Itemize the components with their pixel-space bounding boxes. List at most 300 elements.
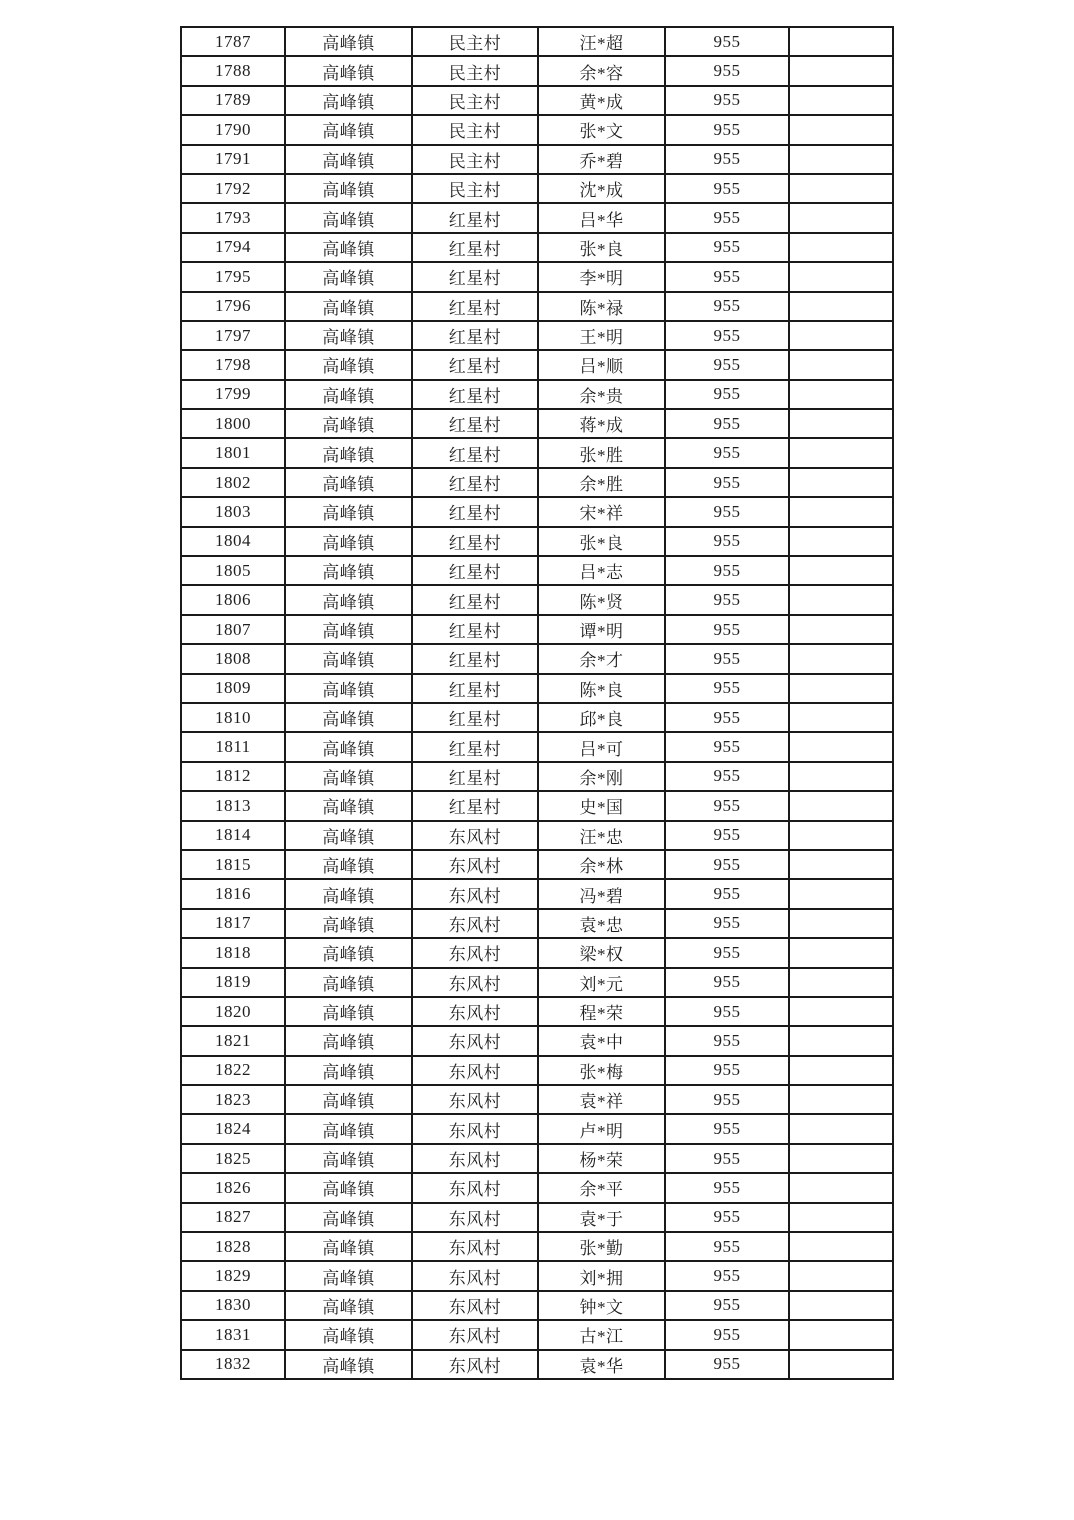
cell-serial-number: 1820 <box>181 997 285 1026</box>
cell-village: 红星村 <box>412 674 538 703</box>
cell-serial-number: 1827 <box>181 1203 285 1232</box>
cell-code: 955 <box>665 791 789 820</box>
cell-note <box>789 409 893 438</box>
cell-village: 红星村 <box>412 762 538 791</box>
cell-note <box>789 1232 893 1261</box>
cell-serial-number: 1830 <box>181 1291 285 1320</box>
cell-serial-number: 1811 <box>181 732 285 761</box>
table-row <box>181 1291 893 1320</box>
table-row <box>181 732 893 761</box>
cell-serial-number: 1819 <box>181 968 285 997</box>
cell-masked-name: 余*容 <box>538 56 665 85</box>
cell-serial-number: 1810 <box>181 703 285 732</box>
cell-note <box>789 527 893 556</box>
cell-village: 红星村 <box>412 468 538 497</box>
cell-serial-number: 1823 <box>181 1085 285 1114</box>
cell-code: 955 <box>665 203 789 232</box>
cell-serial-number: 1816 <box>181 879 285 908</box>
cell-note <box>789 615 893 644</box>
table-row <box>181 1026 893 1055</box>
cell-town: 高峰镇 <box>285 968 412 997</box>
table-row <box>181 585 893 614</box>
table-row <box>181 468 893 497</box>
cell-serial-number: 1831 <box>181 1320 285 1349</box>
cell-note <box>789 732 893 761</box>
cell-masked-name: 黄*成 <box>538 86 665 115</box>
table-row <box>181 556 893 585</box>
cell-note <box>789 1291 893 1320</box>
table-row <box>181 350 893 379</box>
cell-code: 955 <box>665 615 789 644</box>
cell-village: 红星村 <box>412 527 538 556</box>
cell-town: 高峰镇 <box>285 1056 412 1085</box>
cell-serial-number: 1832 <box>181 1350 285 1379</box>
cell-town: 高峰镇 <box>285 703 412 732</box>
cell-town: 高峰镇 <box>285 821 412 850</box>
cell-serial-number: 1808 <box>181 644 285 673</box>
cell-town: 高峰镇 <box>285 174 412 203</box>
cell-masked-name: 杨*荣 <box>538 1144 665 1173</box>
cell-village: 东风村 <box>412 1320 538 1349</box>
table-row <box>181 1232 893 1261</box>
cell-masked-name: 汪*超 <box>538 27 665 56</box>
table-row <box>181 703 893 732</box>
cell-masked-name: 宋*祥 <box>538 497 665 526</box>
cell-code: 955 <box>665 1085 789 1114</box>
cell-village: 东风村 <box>412 968 538 997</box>
cell-serial-number: 1798 <box>181 350 285 379</box>
cell-village: 民主村 <box>412 174 538 203</box>
cell-code: 955 <box>665 292 789 321</box>
cell-masked-name: 张*文 <box>538 115 665 144</box>
cell-serial-number: 1793 <box>181 203 285 232</box>
cell-village: 东风村 <box>412 1203 538 1232</box>
cell-note <box>789 468 893 497</box>
cell-note <box>789 879 893 908</box>
cell-town: 高峰镇 <box>285 879 412 908</box>
cell-serial-number: 1805 <box>181 556 285 585</box>
table-row <box>181 644 893 673</box>
cell-town: 高峰镇 <box>285 527 412 556</box>
cell-masked-name: 王*明 <box>538 321 665 350</box>
cell-town: 高峰镇 <box>285 292 412 321</box>
cell-note <box>789 1320 893 1349</box>
cell-masked-name: 李*明 <box>538 262 665 291</box>
cell-village: 红星村 <box>412 321 538 350</box>
cell-note <box>789 585 893 614</box>
table-row <box>181 850 893 879</box>
cell-serial-number: 1792 <box>181 174 285 203</box>
table-row <box>181 909 893 938</box>
cell-serial-number: 1787 <box>181 27 285 56</box>
table-row <box>181 968 893 997</box>
cell-masked-name: 吕*可 <box>538 732 665 761</box>
cell-code: 955 <box>665 27 789 56</box>
cell-note <box>789 321 893 350</box>
cell-note <box>789 762 893 791</box>
cell-masked-name: 吕*华 <box>538 203 665 232</box>
cell-masked-name: 谭*明 <box>538 615 665 644</box>
cell-masked-name: 刘*拥 <box>538 1261 665 1290</box>
cell-serial-number: 1806 <box>181 585 285 614</box>
cell-village: 东风村 <box>412 909 538 938</box>
cell-village: 东风村 <box>412 1232 538 1261</box>
table-row <box>181 615 893 644</box>
cell-serial-number: 1815 <box>181 850 285 879</box>
cell-masked-name: 张*良 <box>538 233 665 262</box>
cell-note <box>789 1203 893 1232</box>
roster-table-body <box>181 27 893 1379</box>
cell-note <box>789 821 893 850</box>
cell-code: 955 <box>665 1232 789 1261</box>
cell-village: 红星村 <box>412 233 538 262</box>
cell-serial-number: 1829 <box>181 1261 285 1290</box>
cell-note <box>789 56 893 85</box>
roster-table <box>180 26 894 1380</box>
cell-code: 955 <box>665 732 789 761</box>
cell-town: 高峰镇 <box>285 997 412 1026</box>
cell-masked-name: 袁*中 <box>538 1026 665 1055</box>
cell-village: 东风村 <box>412 997 538 1026</box>
cell-village: 东风村 <box>412 821 538 850</box>
cell-serial-number: 1802 <box>181 468 285 497</box>
cell-town: 高峰镇 <box>285 233 412 262</box>
cell-village: 红星村 <box>412 791 538 820</box>
cell-village: 红星村 <box>412 615 538 644</box>
table-row <box>181 497 893 526</box>
cell-serial-number: 1800 <box>181 409 285 438</box>
cell-serial-number: 1818 <box>181 938 285 967</box>
cell-village: 红星村 <box>412 350 538 379</box>
cell-town: 高峰镇 <box>285 115 412 144</box>
cell-serial-number: 1821 <box>181 1026 285 1055</box>
cell-code: 955 <box>665 262 789 291</box>
cell-town: 高峰镇 <box>285 321 412 350</box>
cell-code: 955 <box>665 1173 789 1202</box>
cell-code: 955 <box>665 321 789 350</box>
table-row <box>181 997 893 1026</box>
cell-village: 东风村 <box>412 1144 538 1173</box>
table-row <box>181 762 893 791</box>
cell-code: 955 <box>665 233 789 262</box>
cell-village: 东风村 <box>412 879 538 908</box>
cell-code: 955 <box>665 527 789 556</box>
cell-code: 955 <box>665 497 789 526</box>
cell-town: 高峰镇 <box>285 380 412 409</box>
table-row <box>181 1261 893 1290</box>
cell-serial-number: 1789 <box>181 86 285 115</box>
cell-serial-number: 1790 <box>181 115 285 144</box>
cell-code: 955 <box>665 56 789 85</box>
cell-masked-name: 张*梅 <box>538 1056 665 1085</box>
cell-note <box>789 1144 893 1173</box>
cell-town: 高峰镇 <box>285 1291 412 1320</box>
cell-note <box>789 968 893 997</box>
cell-note <box>789 380 893 409</box>
table-row <box>181 203 893 232</box>
cell-masked-name: 沈*成 <box>538 174 665 203</box>
cell-code: 955 <box>665 1056 789 1085</box>
cell-serial-number: 1817 <box>181 909 285 938</box>
cell-masked-name: 余*才 <box>538 644 665 673</box>
cell-note <box>789 674 893 703</box>
cell-town: 高峰镇 <box>285 1026 412 1055</box>
cell-village: 东风村 <box>412 1056 538 1085</box>
cell-masked-name: 袁*忠 <box>538 909 665 938</box>
table-row <box>181 27 893 56</box>
cell-village: 民主村 <box>412 27 538 56</box>
cell-note <box>789 1350 893 1379</box>
cell-masked-name: 陈*贤 <box>538 585 665 614</box>
cell-serial-number: 1796 <box>181 292 285 321</box>
cell-code: 955 <box>665 174 789 203</box>
cell-town: 高峰镇 <box>285 674 412 703</box>
cell-village: 东风村 <box>412 1085 538 1114</box>
cell-masked-name: 袁*于 <box>538 1203 665 1232</box>
cell-masked-name: 邱*良 <box>538 703 665 732</box>
cell-serial-number: 1826 <box>181 1173 285 1202</box>
cell-town: 高峰镇 <box>285 56 412 85</box>
cell-masked-name: 陈*禄 <box>538 292 665 321</box>
cell-note <box>789 909 893 938</box>
cell-code: 955 <box>665 997 789 1026</box>
cell-note <box>789 438 893 467</box>
table-row <box>181 321 893 350</box>
cell-code: 955 <box>665 585 789 614</box>
cell-masked-name: 汪*忠 <box>538 821 665 850</box>
cell-note <box>789 644 893 673</box>
cell-town: 高峰镇 <box>285 438 412 467</box>
cell-note <box>789 174 893 203</box>
table-row <box>181 821 893 850</box>
cell-serial-number: 1807 <box>181 615 285 644</box>
cell-note <box>789 556 893 585</box>
cell-masked-name: 卢*明 <box>538 1114 665 1143</box>
cell-serial-number: 1797 <box>181 321 285 350</box>
table-row <box>181 1203 893 1232</box>
cell-village: 民主村 <box>412 56 538 85</box>
cell-town: 高峰镇 <box>285 27 412 56</box>
cell-masked-name: 蒋*成 <box>538 409 665 438</box>
cell-note <box>789 1261 893 1290</box>
cell-village: 红星村 <box>412 497 538 526</box>
cell-note <box>789 997 893 1026</box>
cell-code: 955 <box>665 86 789 115</box>
cell-note <box>789 27 893 56</box>
cell-town: 高峰镇 <box>285 732 412 761</box>
cell-masked-name: 余*林 <box>538 850 665 879</box>
cell-note <box>789 233 893 262</box>
cell-serial-number: 1801 <box>181 438 285 467</box>
cell-code: 955 <box>665 1320 789 1349</box>
table-row <box>181 262 893 291</box>
cell-code: 955 <box>665 850 789 879</box>
cell-masked-name: 刘*元 <box>538 968 665 997</box>
cell-masked-name: 袁*华 <box>538 1350 665 1379</box>
cell-masked-name: 余*刚 <box>538 762 665 791</box>
table-row <box>181 438 893 467</box>
cell-serial-number: 1804 <box>181 527 285 556</box>
cell-serial-number: 1828 <box>181 1232 285 1261</box>
cell-code: 955 <box>665 879 789 908</box>
table-row <box>181 56 893 85</box>
cell-masked-name: 陈*良 <box>538 674 665 703</box>
cell-note <box>789 703 893 732</box>
cell-village: 红星村 <box>412 292 538 321</box>
table-row <box>181 1320 893 1349</box>
cell-serial-number: 1812 <box>181 762 285 791</box>
cell-note <box>789 1026 893 1055</box>
cell-town: 高峰镇 <box>285 1261 412 1290</box>
cell-code: 955 <box>665 703 789 732</box>
cell-code: 955 <box>665 1144 789 1173</box>
cell-masked-name: 余*贵 <box>538 380 665 409</box>
cell-code: 955 <box>665 380 789 409</box>
table-row <box>181 292 893 321</box>
cell-village: 东风村 <box>412 1291 538 1320</box>
cell-village: 红星村 <box>412 203 538 232</box>
cell-masked-name: 袁*祥 <box>538 1085 665 1114</box>
cell-masked-name: 余*平 <box>538 1173 665 1202</box>
cell-code: 955 <box>665 1291 789 1320</box>
cell-serial-number: 1813 <box>181 791 285 820</box>
cell-village: 红星村 <box>412 262 538 291</box>
cell-serial-number: 1803 <box>181 497 285 526</box>
cell-town: 高峰镇 <box>285 585 412 614</box>
cell-code: 955 <box>665 1203 789 1232</box>
cell-serial-number: 1809 <box>181 674 285 703</box>
cell-code: 955 <box>665 556 789 585</box>
cell-code: 955 <box>665 644 789 673</box>
table-row <box>181 527 893 556</box>
cell-village: 红星村 <box>412 644 538 673</box>
cell-village: 东风村 <box>412 1114 538 1143</box>
table-row <box>181 1085 893 1114</box>
cell-note <box>789 1056 893 1085</box>
cell-town: 高峰镇 <box>285 1085 412 1114</box>
cell-town: 高峰镇 <box>285 262 412 291</box>
cell-masked-name: 吕*顺 <box>538 350 665 379</box>
cell-serial-number: 1822 <box>181 1056 285 1085</box>
cell-masked-name: 张*勤 <box>538 1232 665 1261</box>
cell-serial-number: 1824 <box>181 1114 285 1143</box>
cell-note <box>789 115 893 144</box>
cell-village: 红星村 <box>412 409 538 438</box>
cell-village: 民主村 <box>412 86 538 115</box>
table-row <box>181 1144 893 1173</box>
cell-note <box>789 145 893 174</box>
cell-masked-name: 古*江 <box>538 1320 665 1349</box>
cell-code: 955 <box>665 438 789 467</box>
cell-town: 高峰镇 <box>285 1203 412 1232</box>
cell-masked-name: 吕*志 <box>538 556 665 585</box>
cell-serial-number: 1795 <box>181 262 285 291</box>
cell-village: 民主村 <box>412 115 538 144</box>
cell-town: 高峰镇 <box>285 850 412 879</box>
cell-note <box>789 1173 893 1202</box>
cell-masked-name: 钟*文 <box>538 1291 665 1320</box>
table-row <box>181 1350 893 1379</box>
cell-village: 东风村 <box>412 1261 538 1290</box>
table-row <box>181 791 893 820</box>
cell-serial-number: 1825 <box>181 1144 285 1173</box>
cell-serial-number: 1791 <box>181 145 285 174</box>
cell-masked-name: 乔*碧 <box>538 145 665 174</box>
cell-town: 高峰镇 <box>285 644 412 673</box>
cell-village: 红星村 <box>412 703 538 732</box>
cell-code: 955 <box>665 409 789 438</box>
cell-town: 高峰镇 <box>285 468 412 497</box>
cell-masked-name: 梁*权 <box>538 938 665 967</box>
cell-masked-name: 余*胜 <box>538 468 665 497</box>
cell-town: 高峰镇 <box>285 1232 412 1261</box>
cell-village: 东风村 <box>412 1026 538 1055</box>
table-row <box>181 174 893 203</box>
cell-serial-number: 1799 <box>181 380 285 409</box>
cell-note <box>789 350 893 379</box>
cell-town: 高峰镇 <box>285 1350 412 1379</box>
cell-town: 高峰镇 <box>285 1320 412 1349</box>
table-row <box>181 115 893 144</box>
table-row <box>181 1173 893 1202</box>
cell-village: 东风村 <box>412 850 538 879</box>
cell-note <box>789 1114 893 1143</box>
cell-village: 红星村 <box>412 438 538 467</box>
cell-code: 955 <box>665 968 789 997</box>
roster-table-container <box>180 26 892 1380</box>
cell-masked-name: 张*胜 <box>538 438 665 467</box>
table-row <box>181 86 893 115</box>
cell-code: 955 <box>665 145 789 174</box>
table-row <box>181 145 893 174</box>
cell-code: 955 <box>665 1114 789 1143</box>
cell-town: 高峰镇 <box>285 145 412 174</box>
table-row <box>181 380 893 409</box>
cell-town: 高峰镇 <box>285 762 412 791</box>
cell-town: 高峰镇 <box>285 556 412 585</box>
table-row <box>181 938 893 967</box>
cell-code: 955 <box>665 821 789 850</box>
table-row <box>181 233 893 262</box>
cell-village: 东风村 <box>412 938 538 967</box>
cell-note <box>789 1085 893 1114</box>
cell-note <box>789 262 893 291</box>
cell-code: 955 <box>665 1350 789 1379</box>
cell-note <box>789 292 893 321</box>
table-row <box>181 879 893 908</box>
table-row <box>181 409 893 438</box>
cell-code: 955 <box>665 938 789 967</box>
cell-village: 东风村 <box>412 1173 538 1202</box>
cell-code: 955 <box>665 115 789 144</box>
cell-town: 高峰镇 <box>285 86 412 115</box>
cell-note <box>789 203 893 232</box>
cell-town: 高峰镇 <box>285 497 412 526</box>
cell-serial-number: 1794 <box>181 233 285 262</box>
cell-note <box>789 791 893 820</box>
cell-village: 红星村 <box>412 585 538 614</box>
cell-town: 高峰镇 <box>285 350 412 379</box>
cell-village: 红星村 <box>412 556 538 585</box>
table-row <box>181 1114 893 1143</box>
cell-town: 高峰镇 <box>285 203 412 232</box>
cell-serial-number: 1814 <box>181 821 285 850</box>
cell-town: 高峰镇 <box>285 938 412 967</box>
cell-code: 955 <box>665 674 789 703</box>
cell-town: 高峰镇 <box>285 1114 412 1143</box>
cell-town: 高峰镇 <box>285 1173 412 1202</box>
cell-note <box>789 938 893 967</box>
